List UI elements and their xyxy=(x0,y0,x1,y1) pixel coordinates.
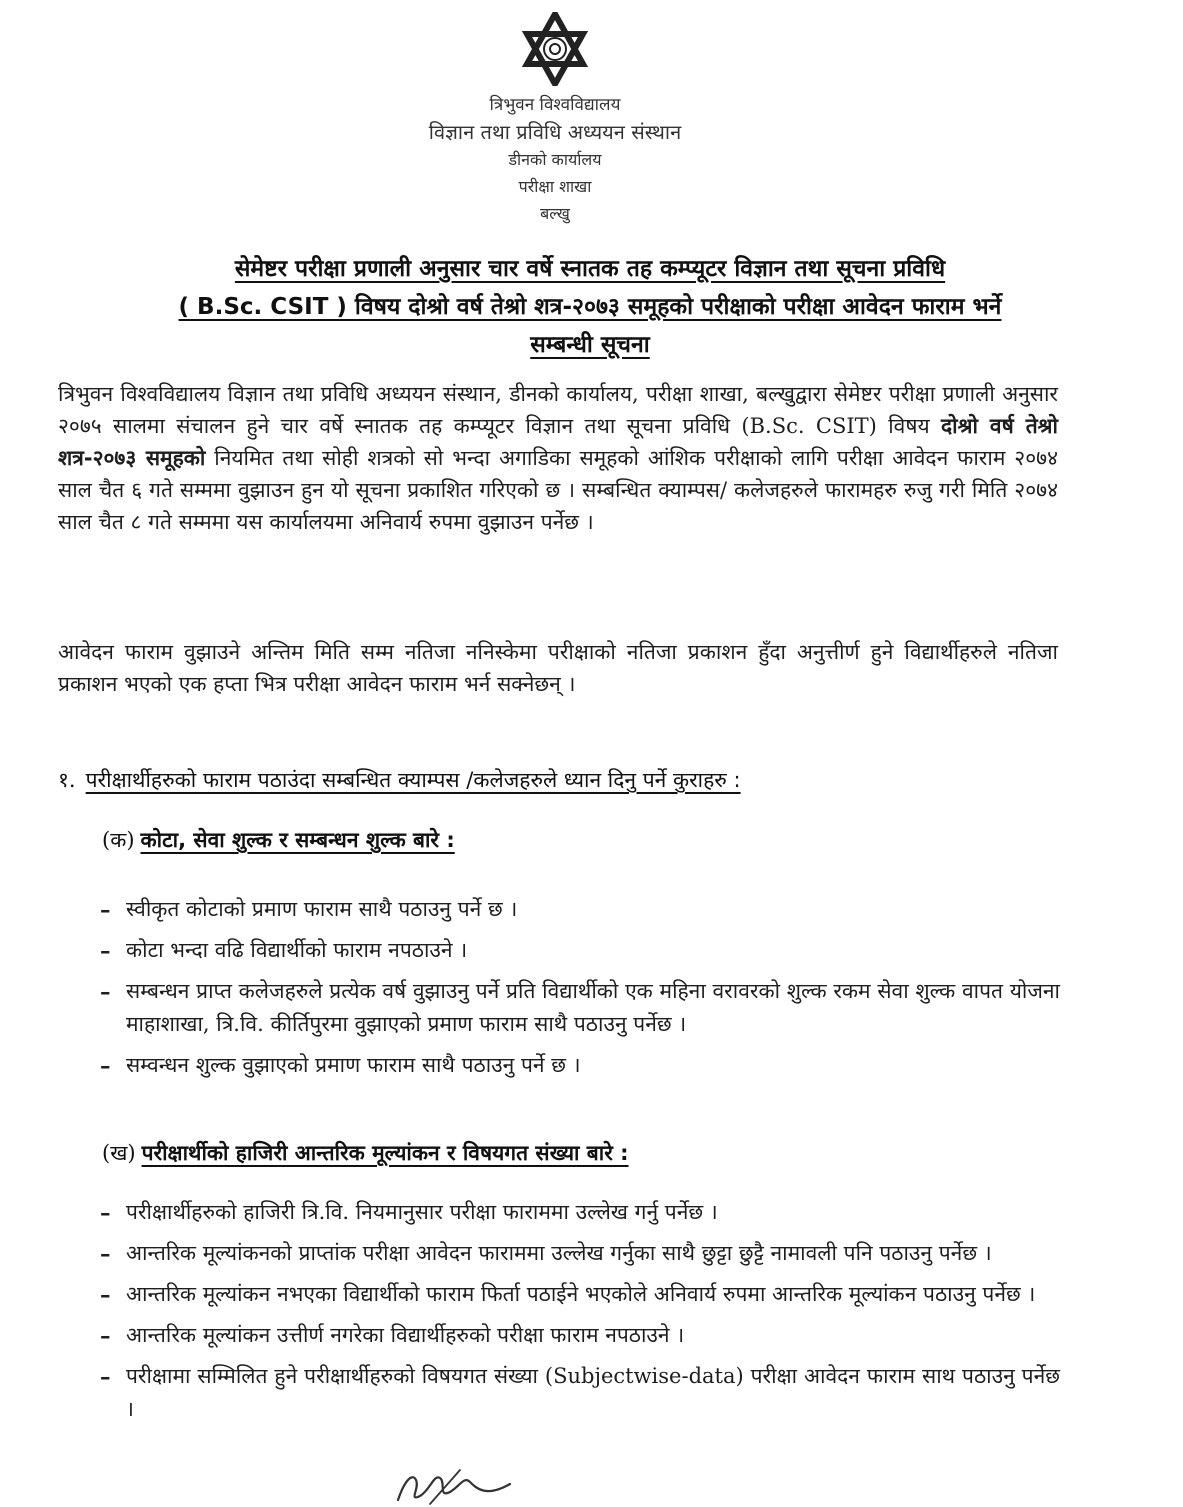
notice-paragraph-2: आवेदन फाराम वुझाउने अन्तिम मिति सम्म नतिजा ननिस्केमा परीक्षाको नतिजा प्रकाशन हुँदा अनुत्तीर्ण हुने विद्यार्थीहरुले नतिजा प्रकाशन भएको एक हप्ता भित्र परीक्षा आवेदन फाराम भर्न सक्नेछन् । xyxy=(58,640,1058,696)
list-item: – आन्तरिक मूल्यांकनको प्राप्तांक परीक्षा आवेदन फाराममा उल्लेख गर्नुका साथै छुट्टा छुट्टै नामावली पनि पठाउनु पर्नेछ । xyxy=(100,1237,1060,1270)
list-item: – परीक्षार्थीहरुको हाजिरी त्रि.वि. नियमानुसार परीक्षा फाराममा उल्लेख गर्नु पर्नेछ । xyxy=(100,1196,1060,1229)
subsection-b-marker: (ख) xyxy=(102,1141,136,1165)
institute-name: विज्ञान तथा प्रविधि अध्ययन संस्थान xyxy=(428,120,682,144)
office-name: डीनको कार्यालय xyxy=(508,150,602,169)
title-line-2: ( B.Sc. CSIT ) विषय दोश्रो वर्ष तेश्रो शत्र-२०७३ समूहको परीक्षाको परीक्षा आवेदन फाराम भर्ने xyxy=(178,294,1002,320)
section-1-title: परीक्षार्थीहरुको फाराम पठाउंदा सम्बन्धित क्याम्पस /कलेजहरुले ध्यान दिनु पर्ने कुराहरु : xyxy=(85,768,741,792)
title-line-1: सेमेष्टर परीक्षा प्रणाली अनुसार चार वर्षे स्नातक तह कम्प्यूटर विज्ञान तथा सूचना प्रविधि xyxy=(234,256,946,282)
subsection-a-title: कोटा, सेवा शुल्क र सम्बन्धन शुल्क बारे : xyxy=(140,828,455,852)
title-line-3: सम्बन्धी सूचना xyxy=(530,332,650,358)
list-item: – सम्बन्धन प्राप्त कलेजहरुले प्रत्येक वर्ष वुझाउनु पर्ने प्रति विद्यार्थीको एक महिना वरावरको शुल्क रकम सेवा शुल्क वापत योजना माहाशाखा, त्रि.वि. कीर्तिपुरमा वुझाएको प्रमाण फाराम साथै पठाउनु पर्नेछ । xyxy=(100,975,1060,1041)
section-1-heading xyxy=(58,766,1058,794)
branch-name: परीक्षा शाखा xyxy=(518,177,592,196)
tribhuvan-university-emblem-icon xyxy=(521,12,589,86)
paragraph-1-end: नियमित तथा सोही शत्रको सो भन्दा अगाडिका समूहको आंशिक परीक्षाको लागि परीक्षा आवेदन फाराम २०७४ साल चैत ६ गते सम्ममा वुझाउन हुन यो सूचना प्रकाशित गरिएको छ । सम्बन्धित क्याम्पस/ कलेजहरुले फारामहरु रुजु गरी मिति २०७४ साल चैत ८ गते सम्ममा यस कार्यालयमा अनिवार्य रुपमा वुझाउन पर्नेछ । xyxy=(58,446,1058,534)
list-item: – कोटा भन्दा वढि विद्यार्थीको फाराम नपठाउने । xyxy=(100,934,1060,967)
paragraph-1-start: त्रिभुवन विश्वविद्यालय विज्ञान तथा प्रविधि अध्ययन संस्थान, डीनको कार्यालय, परीक्षा शाखा, बल्खुद्वारा सेमेष्टर परीक्षा प्रणाली अनुसार २०७५ सालमा संचालन हुने चार वर्षे स्नातक तह कम्प्यूटर विज्ञान तथा सूचना प्रविधि (B.Sc. CSIT) विषय xyxy=(58,382,1058,438)
subsection-a-marker: (क) xyxy=(102,828,135,852)
section-1-number: १. xyxy=(58,768,76,792)
notice-title xyxy=(60,250,1120,364)
subsection-a-list xyxy=(100,893,1060,1090)
subsection-b-title: परीक्षार्थीको हाजिरी आन्तरिक मूल्यांकन र विषयगत संख्या बारे : xyxy=(141,1141,629,1165)
list-item: – आन्तरिक मूल्यांकन नभएका विद्यार्थीको फाराम फिर्ता पठाईने भएकोले अनिवार्य रुपमा आन्तरिक मूल्यांकन पठाउनु पर्नेछ । xyxy=(100,1278,1060,1311)
list-item: – स्वीकृत कोटाको प्रमाण फाराम साथै पठाउनु पर्ने छ । xyxy=(100,893,1060,926)
paragraph-1-highlight: दोश्रो वर्ष तेश्रो शत्र-२०७३ समूहको xyxy=(58,414,1058,470)
subsection-b-list xyxy=(100,1196,1060,1434)
notice-paragraph-1 xyxy=(58,378,1058,538)
location-name: बल्खु xyxy=(540,204,570,223)
subsection-a-heading xyxy=(102,826,1002,854)
subsection-b-heading xyxy=(102,1139,1002,1167)
list-item: – सम्वन्धन शुल्क वुझाएको प्रमाण फाराम साथै पठाउनु पर्ने छ । xyxy=(100,1049,1060,1082)
list-item: – परीक्षामा सम्मिलित हुने परीक्षार्थीहरुको विषयगत संख्या (Subjectwise-data) परीक्षा आवेदन फाराम साथ पठाउनु पर्नेछ । xyxy=(100,1360,1060,1426)
signature-icon xyxy=(390,1462,520,1507)
list-item: – आन्तरिक मूल्यांकन उत्तीर्ण नगरेका विद्यार्थीहरुको परीक्षा फाराम नपठाउने । xyxy=(100,1319,1060,1352)
university-name: त्रिभुवन विश्वविद्यालय xyxy=(489,95,621,115)
letterhead xyxy=(300,92,810,227)
